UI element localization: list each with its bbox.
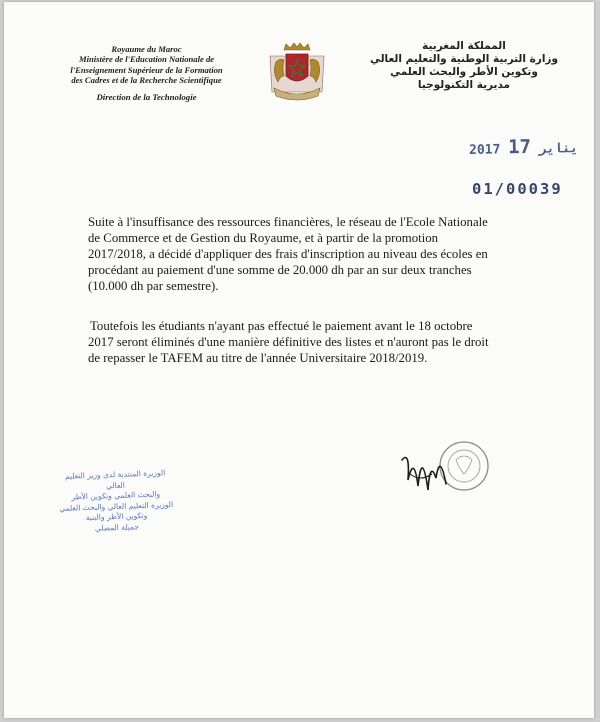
signature-line: وتكوين الأطر والبنية (85, 510, 148, 523)
header-ar-line: مديرية التكنولوجيا (417, 79, 511, 91)
signature-line: والبحث العلمي وتكوين الأطر (71, 489, 161, 502)
date-stamp (469, 135, 578, 159)
coat-of-arms-icon (260, 42, 334, 106)
reference-number: 01/00039 (472, 180, 563, 198)
header-ar-line: وتكوين الأطر والبحث العلمي (390, 66, 538, 78)
header-ar-line: وزارة التربية الوطنية والتعليم العالي (369, 53, 558, 65)
header-fr-line: l'Enseignement Supérieur de la Formation (70, 64, 223, 75)
letter-body (88, 214, 498, 366)
paragraph-1: Suite à l'insuffisance des ressources financières, le réseau de l'Ecole Nationale de Commerce et de Gestion du Royaume, et à partir de la promotion 2017/2018, a décidé d'appliquer des frais d'inscription au niveau des écoles en procédant au paiement d'une somme de 20.000 dh par an sur deux tranches (10.000 dh par semestre). (88, 215, 488, 293)
signature-line: جميلة المصلي (94, 521, 140, 533)
header-fr-direction: Direction de la Technologie (96, 91, 197, 102)
signature-line: الوزيرة المنتدبة لدى وزير التعليم العالي (64, 468, 166, 490)
stamp-month: يناير (538, 141, 579, 157)
official-seal-icon (396, 430, 498, 506)
paragraph-2: Toutefois les étudiants n'ayant pas effectué le paiement avant le 18 octobre 2017 seront éliminés d'une manière définitive des listes et n'auront pas le droit de repasser le TAFEM au titre de l'année Universitaire 2018/2019. (88, 319, 489, 365)
header-fr-line: Royaume du Maroc (111, 44, 182, 54)
header-fr-line: Ministère de l'Education Nationale de (78, 54, 215, 65)
signature-stamp (55, 468, 177, 535)
header-ar-line: المملكة المغربية (422, 40, 506, 52)
signature-line: الوزيرة التعليم العالي والبحث العلمي (59, 499, 174, 513)
stamp-year: 2017 (468, 142, 501, 158)
header-fr-line: des Cadres et de la Recherche Scientifique (71, 75, 222, 86)
header-arabic (364, 40, 564, 92)
stamp-day: 17 (507, 135, 532, 159)
document-page (4, 2, 594, 718)
header-french (34, 44, 259, 102)
